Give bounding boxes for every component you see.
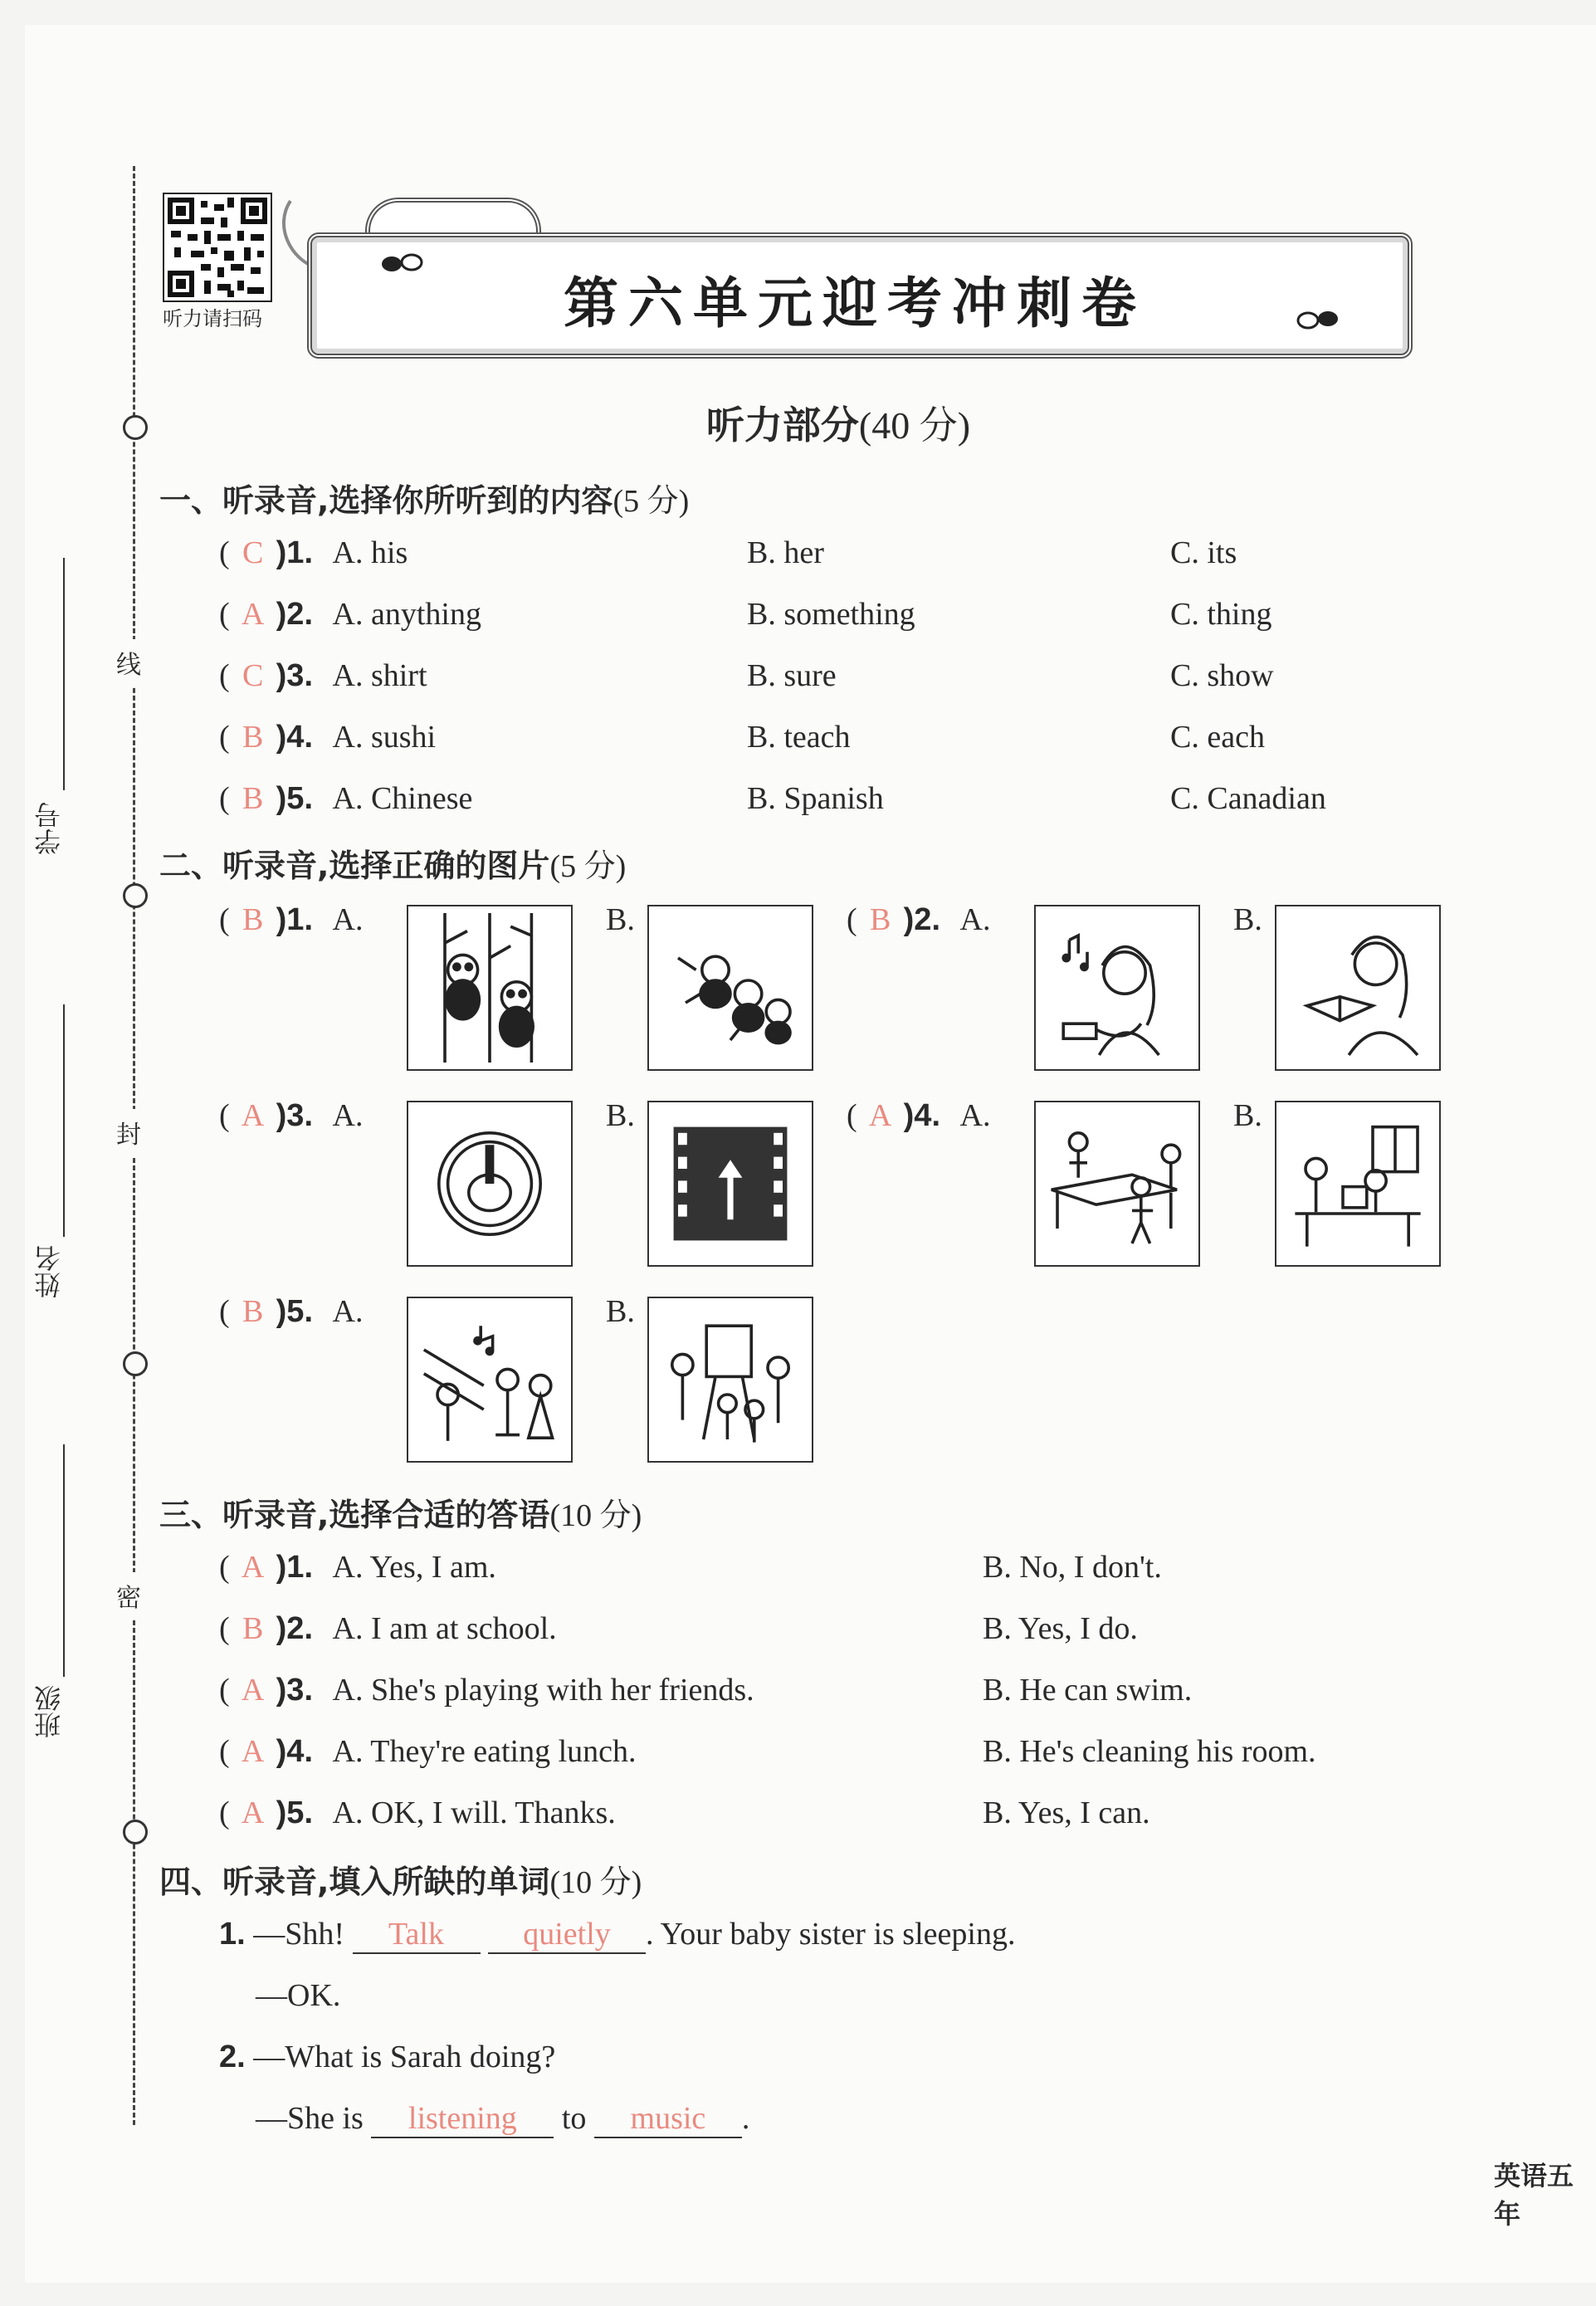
- section-1-score: (5 分): [613, 484, 690, 519]
- answer-mark[interactable]: A: [241, 1673, 265, 1708]
- answer-mark[interactable]: C: [242, 658, 264, 693]
- option-a: A.: [959, 1098, 991, 1133]
- option-c: C. Canadian: [1170, 781, 1326, 816]
- dialogue-question: —What is Sarah doing?: [253, 2040, 556, 2074]
- option-a: A. OK, I will. Thanks.: [332, 1795, 616, 1830]
- picture-pandas-climbing[interactable]: [407, 905, 573, 1071]
- margin-char-feng: 封: [116, 1109, 141, 1155]
- option-c: C. thing: [1170, 597, 1272, 632]
- option-b: B. something: [747, 597, 915, 632]
- s4-answer-2: [256, 2100, 749, 2138]
- item-number: )3.: [276, 658, 314, 693]
- answer-mark[interactable]: A: [241, 597, 265, 632]
- answer-mark[interactable]: B: [242, 720, 264, 755]
- option-b: B. He can swim.: [983, 1673, 1193, 1708]
- sub-title-text: 听力部分: [705, 403, 859, 447]
- option-a: A. She's playing with her friends.: [332, 1673, 754, 1708]
- answer-mark[interactable]: A: [868, 1098, 892, 1133]
- option-a: A. his: [332, 535, 408, 570]
- option-b: B.: [606, 1294, 635, 1329]
- s2-item-1: ( B )1. A.: [219, 902, 364, 937]
- picture-kitchen[interactable]: [1275, 1101, 1441, 1267]
- s1-item-5: ( B )5. A. Chinese: [219, 781, 473, 816]
- option-b: B. No, I don't.: [983, 1550, 1162, 1585]
- option-b: B. teach: [747, 720, 851, 755]
- option-b: B. her: [747, 535, 824, 570]
- answer-mark[interactable]: C: [242, 535, 264, 570]
- picture-girl-reading[interactable]: [1275, 905, 1441, 1071]
- binding-hole: [123, 1820, 148, 1844]
- item-number: 2.: [219, 2040, 246, 2074]
- item-number: )2.: [903, 902, 941, 937]
- picture-film-strip[interactable]: [647, 1101, 813, 1267]
- picture-girl-listening-music[interactable]: [1034, 905, 1200, 1071]
- dialogue-text: to: [561, 2101, 587, 2136]
- s3-item-2: ( B )2. A. I am at school.: [219, 1611, 557, 1646]
- section-4-score: (10 分): [549, 1865, 642, 1900]
- item-number: )4.: [276, 720, 314, 755]
- answer-mark[interactable]: B: [242, 1611, 264, 1646]
- option-a: A.: [332, 902, 364, 937]
- option-b: B.: [606, 1098, 635, 1133]
- footer-subject-label: 英语五年: [1494, 2160, 1574, 2230]
- option-b: B. Yes, I can.: [983, 1795, 1150, 1830]
- section-1-title: [159, 475, 689, 520]
- option-a: A. I am at school.: [332, 1611, 557, 1646]
- answer-mark[interactable]: A: [241, 1734, 265, 1769]
- answer-mark[interactable]: B: [869, 902, 891, 937]
- answer-mark[interactable]: B: [242, 1294, 264, 1329]
- margin-char-mi: 密: [116, 1572, 141, 1619]
- student-id-label: 学号: [33, 802, 65, 855]
- s4-question-1: [219, 1916, 1015, 1954]
- s2-item-4: ( A )4. A.: [847, 1098, 991, 1133]
- class-line[interactable]: [63, 1444, 65, 1677]
- section-4-title-text: 四、听录音,填入所缺的单词: [159, 1864, 550, 1900]
- option-b: B.: [606, 902, 635, 937]
- dialogue-text: . Your baby sister is sleeping.: [646, 1917, 1016, 1952]
- fill-blank-2[interactable]: music: [594, 2100, 742, 2138]
- item-number: 1.: [219, 1917, 246, 1952]
- answer-mark[interactable]: B: [242, 902, 264, 937]
- option-a: A. shirt: [332, 658, 427, 693]
- dialogue-reply: —OK.: [256, 1978, 341, 2013]
- item-number: )3.: [276, 1098, 314, 1133]
- class-label: 班级: [33, 1685, 65, 1738]
- s3-item-5: ( A )5. A. OK, I will. Thanks.: [219, 1795, 616, 1830]
- section-2-score: (5 分): [549, 849, 627, 884]
- option-a: A. They're eating lunch.: [332, 1734, 637, 1769]
- option-c: C. each: [1170, 720, 1265, 755]
- dialogue-text: —She is: [256, 2101, 364, 2136]
- section-3-title: [159, 1489, 642, 1535]
- item-number: )5.: [276, 781, 314, 816]
- item-number: )3.: [276, 1673, 314, 1708]
- sub-title-score: (40 分): [858, 404, 971, 447]
- item-number: )1.: [276, 535, 314, 570]
- answer-mark[interactable]: A: [241, 1795, 265, 1830]
- s1-item-3: ( C )3. A. shirt: [219, 658, 427, 693]
- s4-question-2: [219, 2039, 555, 2075]
- s1-item-2: ( A )2. A. anything: [219, 597, 481, 632]
- section-2-title: [159, 840, 626, 886]
- option-c: C. its: [1170, 535, 1237, 570]
- s2-item-3: ( A )3. A.: [219, 1098, 364, 1133]
- page-title: 第六单元迎考冲刺卷: [564, 271, 1146, 335]
- option-b: B. He's cleaning his room.: [983, 1734, 1316, 1769]
- option-a: A.: [332, 1098, 364, 1133]
- option-a: A. anything: [332, 597, 481, 632]
- binding-hole: [123, 883, 148, 908]
- fill-blank-1[interactable]: Talk: [353, 1916, 481, 1954]
- s2-item-5: ( B )5. A.: [219, 1294, 364, 1329]
- section-3-title-text: 三、听录音,选择合适的答语: [159, 1497, 550, 1533]
- picture-pandas-eating[interactable]: [647, 905, 813, 1071]
- s3-item-4: ( A )4. A. They're eating lunch.: [219, 1734, 637, 1769]
- section-4-title: [159, 1856, 642, 1902]
- picture-quiet-sign[interactable]: [407, 1101, 573, 1267]
- picture-ping-pong[interactable]: [1034, 1101, 1200, 1267]
- item-number: )2.: [276, 597, 314, 632]
- dialogue-text: —Shh!: [253, 1917, 344, 1952]
- answer-mark[interactable]: B: [242, 781, 264, 816]
- item-number: )1.: [276, 902, 314, 937]
- picture-art-class[interactable]: [647, 1297, 813, 1463]
- item-number: )4.: [276, 1734, 314, 1769]
- s1-item-4: ( B )4. A. sushi: [219, 720, 437, 755]
- s3-item-1: ( A )1. A. Yes, I am.: [219, 1550, 496, 1585]
- option-a: A.: [332, 1294, 364, 1329]
- item-number: )2.: [276, 1611, 314, 1646]
- answer-mark[interactable]: A: [241, 1550, 265, 1585]
- option-b: B. Spanish: [747, 781, 884, 816]
- student-id-line[interactable]: [63, 558, 65, 790]
- picture-music-class[interactable]: [407, 1297, 573, 1463]
- section-3-score: (10 分): [549, 1498, 642, 1533]
- qr-label: 听力请扫码: [163, 307, 262, 330]
- name-line[interactable]: [63, 1004, 65, 1237]
- item-number: )4.: [903, 1098, 941, 1133]
- margin-char-xian: 线: [116, 639, 141, 686]
- s3-item-3: ( A )3. A. She's playing with her friends.: [219, 1673, 754, 1708]
- dialogue-text: .: [741, 2101, 750, 2136]
- option-a: A.: [959, 902, 991, 937]
- name-label: 姓名: [33, 1245, 65, 1298]
- option-b: B.: [1233, 1098, 1262, 1133]
- answer-mark[interactable]: A: [241, 1098, 265, 1133]
- option-b: B. Yes, I do.: [983, 1611, 1138, 1646]
- item-number: )5.: [276, 1795, 314, 1830]
- option-c: C. show: [1170, 658, 1274, 693]
- option-b: B.: [1233, 902, 1262, 937]
- binding-hole: [123, 1351, 148, 1376]
- fill-blank-2[interactable]: quietly: [488, 1916, 646, 1954]
- item-number: )1.: [276, 1550, 314, 1585]
- listening-part-heading: [0, 395, 1596, 450]
- option-a: A. sushi: [332, 720, 437, 755]
- s1-item-1: ( C )1. A. his: [219, 535, 408, 570]
- section-2-title-text: 二、听录音,选择正确的图片: [159, 848, 550, 884]
- s2-item-2: ( B )2. A.: [847, 902, 991, 937]
- qr-code-icon[interactable]: [163, 193, 272, 302]
- option-b: B. sure: [747, 658, 837, 693]
- section-1-title-text: 一、听录音,选择你所听到的内容: [159, 482, 613, 519]
- fill-blank-1[interactable]: listening: [371, 2100, 554, 2138]
- option-a: A. Yes, I am.: [332, 1550, 496, 1585]
- option-a: A. Chinese: [332, 781, 473, 816]
- item-number: )5.: [276, 1294, 314, 1329]
